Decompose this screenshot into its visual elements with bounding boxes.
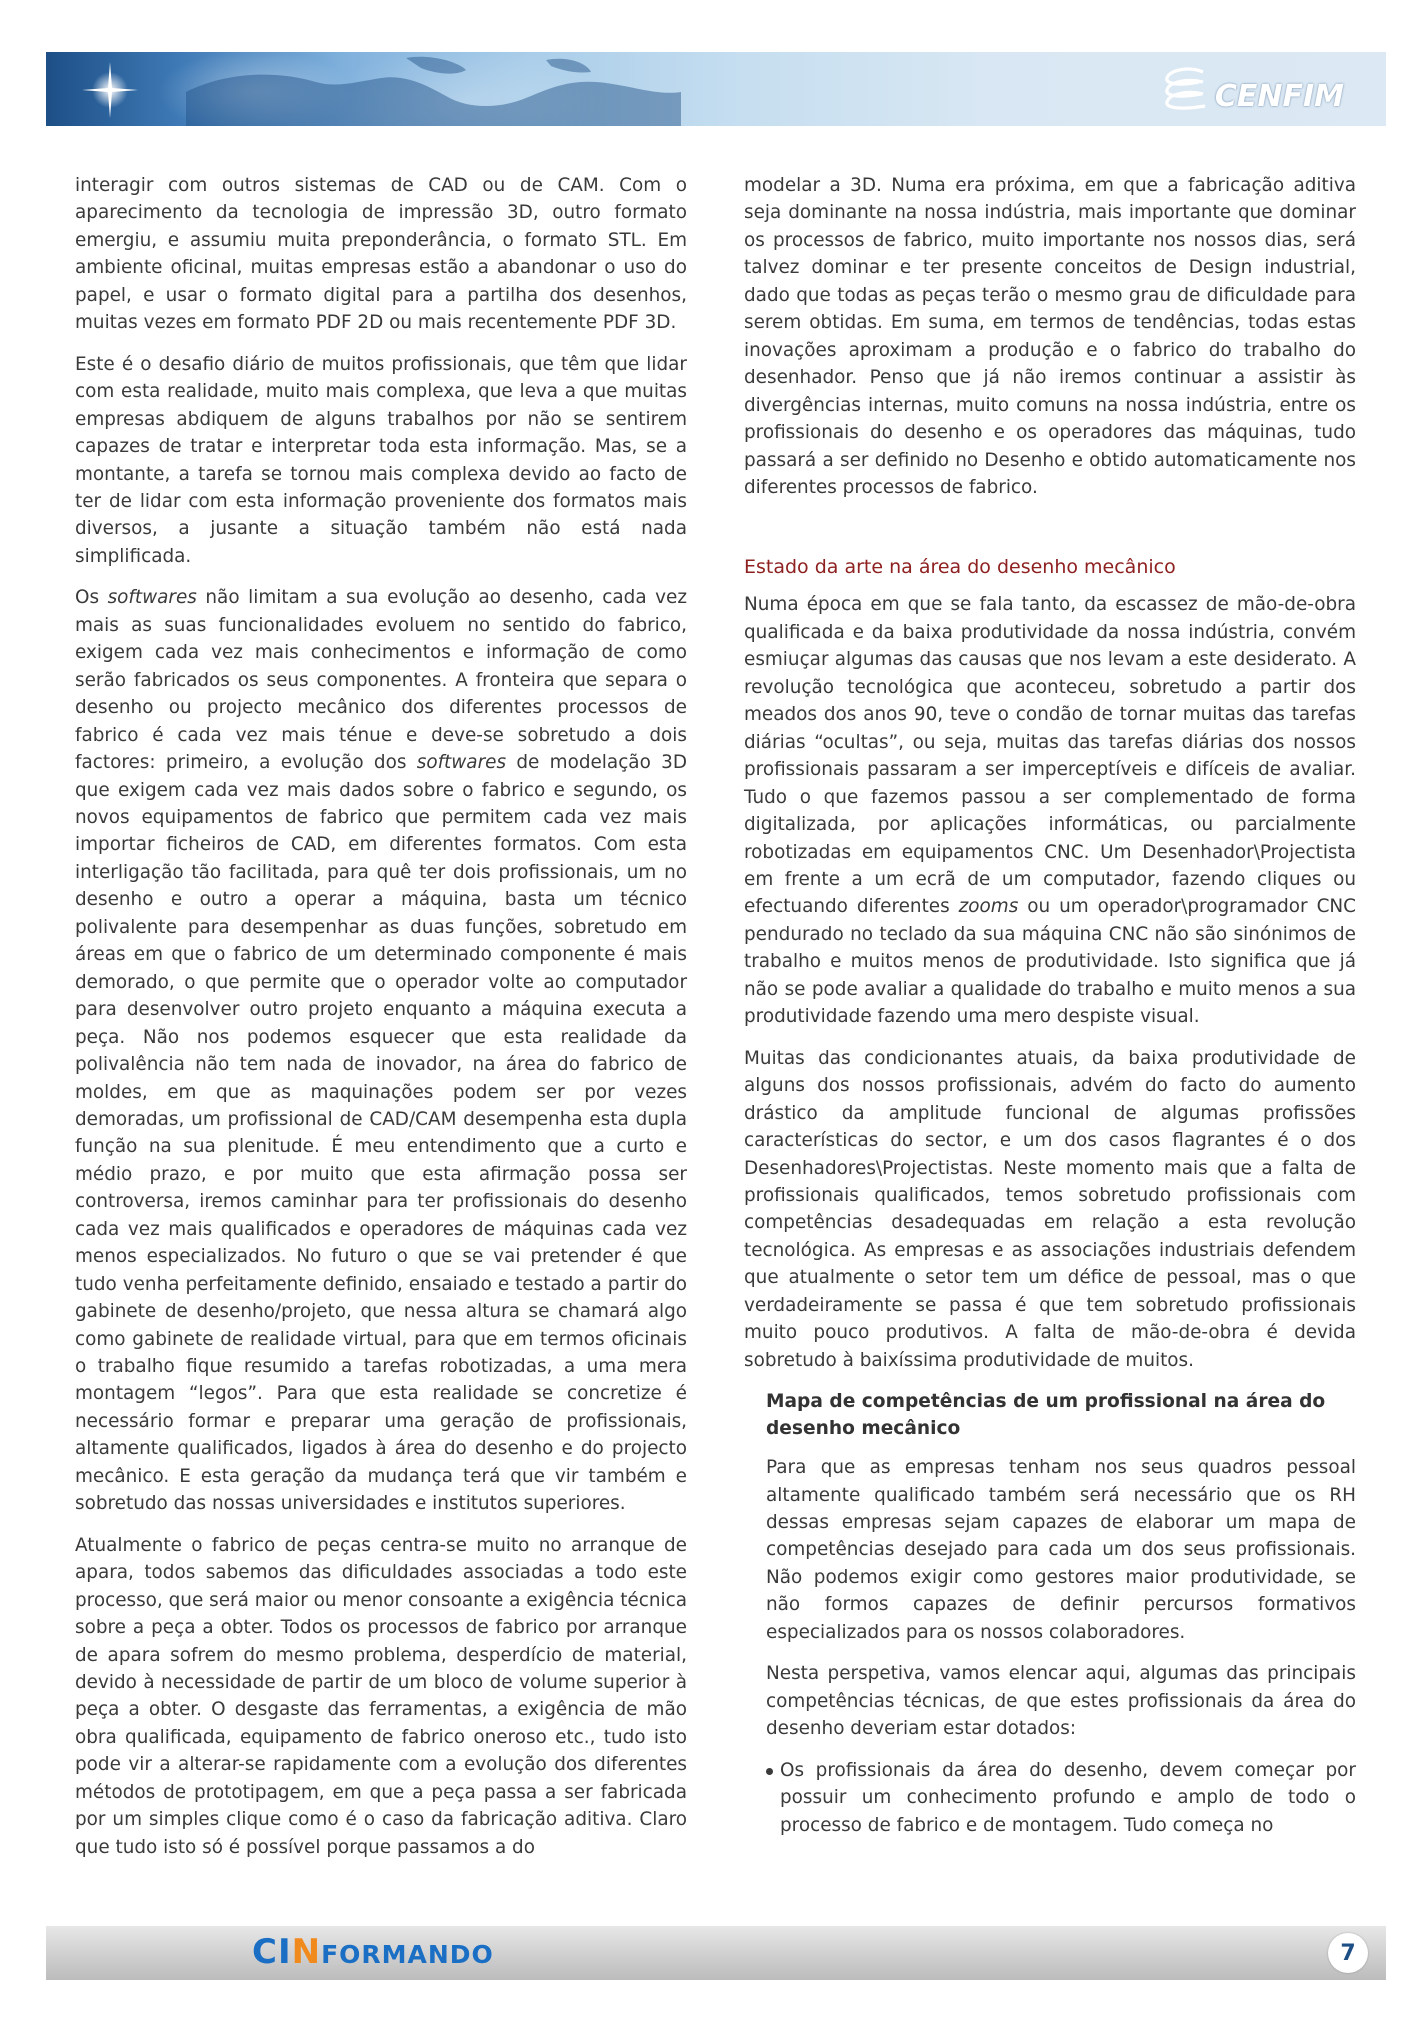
text-run: ou um operador\programador CNC pendurado no teclado da sua máquina CNC não são sinónimos de trabalho e muitos menos de produtividade. Isto significa que já não se pode avaliar a qualidade do trabalho e muito menos a sua produtividade fazendo uma mero despiste visual.: [744, 896, 1357, 1028]
logo-rest: FORMANDO: [321, 1940, 494, 1969]
text-run: Os: [75, 587, 108, 609]
paragraph: [744, 591, 1356, 1030]
text-run: de modelação 3D que exigem cada vez mais dados sobre o fabrico e segundo, os novos equipamentos de fabrico que permitem cada vez mais importar ficheiros de CAD, em diferentes formatos. Com esta interligação tão facilitada, para quê ter dois profissionais, um no desenho e outro a operar a máquina, basta um técnico polivalente para desempenhar as duas funções, sobretudo em áreas em que o fabrico de um determinado componente é mais demorado, o que permite que o operador volte ao computador para desenvolver outro projeto enquanto a máquina executa a peça. Não nos podemos esquecer que esta realidade da polivalência não tem nada de inovador, na área do fabrico de moldes, em que as maquinações podem ser por vezes demoradas, um profissional de CAD/CAM desempenha esta dupla função na sua plenitude. É meu entendimento que a curto e médio prazo, e por muito que esta afirmação possa ser controversa, iremos caminhar para ter profissionais do desenho cada vez mais qualificados e operadores de máquinas cada vez menos especializados. No futuro o que se vai pretender é que tudo venha perfeitamente definido, ensaiado e testado a partir do gabinete de desenho/projeto, que nessa altura se chamará algo como gabinete de realidade virtual, para que em termos oficinais o trabalho fique resumido a tarefas robotizadas, a uma mera montagem “legos”. Para que esta realidade se concretize é necessário formar e preparar uma geração de profissionais, altamente qualificados, ligados à área do desenho e do projecto mecânico. E esta geração da mudança terá que vir também e sobretudo das nossas universidades e institutos superiores.: [75, 752, 688, 1515]
cenfim-emblem-icon: [1159, 64, 1223, 116]
paragraph: Atualmente o fabrico de peças centra-se muito no arranque de apara, todos sabemos das dificuldades associadas a todo este processo, que será maior ou menor consoante a exigência técnica sobre a peça a obter. Todos os processos de fabrico por arranque de apara sofrem do mesmo problema, desperdício de material, devido à necessidade de partir de um bloco de volume superior à peça a obter. O desgaste das ferramentas, a exigência de mão obra qualificada, equipamento de fabrico oneroso etc., tudo isto pode vir a alterar-se rapidamente com a evolução dos diferentes métodos de prototipagem, em que a peça passa a ser fabricada por um simples clique como é o caso da fabricação aditiva. Claro que tudo isto só é possível porque passamos a do: [75, 1534, 687, 1858]
emphasis-text: softwares: [107, 587, 197, 609]
bullet-icon: [766, 1768, 773, 1775]
paragraph: Este é o desafio diário de muitos profissionais, que têm que lidar com esta realidade, muito mais complexa, que leva a que muitas empresas abdiquem de alguns trabalhos por não se sentirem capazes de tratar e interpretar toda esta informação. Mas, se a montante, a tarefa se tornou mais complexa devido ao facto de ter de lidar com esta informação proveniente dos formatos mais diversos, a jusante a situação também não está nada simplificada.: [75, 353, 687, 567]
emphasis-text: softwares: [416, 752, 507, 774]
subsection-heading: Mapa de competências de um profissional na área do desenho mecânico: [766, 1391, 1326, 1440]
paragraph: Nesta perspetiva, vamos elencar aqui, algumas das principais competências técnicas, de que estes profissionais da área do desenho deveriam estar dotados:: [766, 1663, 1356, 1740]
page-number: 7: [1328, 1933, 1368, 1973]
cinformando-logo: [252, 1932, 494, 1976]
logo-ci: CI: [252, 1932, 292, 1972]
sparkle-icon: [80, 60, 140, 120]
paragraph: [75, 584, 687, 1517]
section-heading: Estado da arte na área do desenho mecânico: [744, 556, 1176, 579]
cenfim-logo: [1159, 60, 1344, 120]
right-column: [744, 172, 1356, 1853]
bullet-text: Os profissionais da área do desenho, devem começar por possuir um conhecimento profundo e amplo de todo o processo de fabrico e de montagem. Tudo começa no: [780, 1759, 1356, 1836]
footer-bar: [46, 1926, 1386, 1980]
paragraph: interagir com outros sistemas de CAD ou de CAM. Com o aparecimento da tecnologia de impressão 3D, outro formato emergiu, e assumiu muita preponderância, o formato STL. Em ambiente oficinal, muitas empresas estão a abandonar o uso do papel, e usar o formato digital para a partilha dos desenhos, muitas vezes em formato PDF 2D ou mais recentemente PDF 3D.: [75, 175, 687, 334]
text-run: não limitam a sua evolução ao desenho, cada vez mais as suas funcionalidades evoluem no sentido do fabrico, exigem cada vez mais conhecimentos e informação de como serão fabricados os seus componentes. A fronteira que separa o desenho ou projecto mecânico dos diferentes processos de fabrico é cada vez mais ténue e deve-se sobretudo a dois factores: primeiro, a evolução dos: [75, 587, 687, 774]
left-column: [75, 172, 687, 1875]
paragraph: Para que as empresas tenham nos seus quadros pessoal altamente qualificado também será necessário que os RH dessas empresas sejam capazes de elaborar um mapa de competências desejado para cada um dos seus profissionais. Não podemos exigir como gestores maior produtividade, se não formos capazes de definir percursos formativos especializados para os nossos colaboradores.: [766, 1457, 1356, 1643]
paragraph: modelar a 3D. Numa era próxima, em que a fabricação aditiva seja dominante na nossa indústria, mais importante que dominar os processos de fabrico, muito importante nos nossos dias, será talvez dominar e ter presente conceitos de Design industrial, dado que todas as peças terão o mesmo grau de dificuldade para serem obtidas. Em suma, em termos de tendências, todas estas inovações aproximam a produção e o fabrico do trabalho do desenhador. Penso que já não iremos continuar a assistir às divergências internas, muito comuns na nossa indústria, entre os profissionais do desenho e os operadores das máquinas, tudo passará a ser definido no Desenho e obtido automaticamente nos diferentes processos de fabrico.: [744, 175, 1356, 498]
text-run: Numa época em que se fala tanto, da escassez de mão-de-obra qualificada e da baixa produtividade da nossa indústria, convém esmiuçar algumas das causas que nos levam a este desiderato. A revolução tecnológica que aconteceu, sobretudo a partir dos meados dos anos 90, teve o condão de tornar muitas das tarefas diárias “ocultas”, ou seja, muitas das tarefas diárias dos nossos profissionais passaram a ser imperceptíveis e difíceis de avaliar. Tudo o que fazemos passou a ser complementado de forma digitalizada, por aplicações informáticas, ou parcialmente robotizadas em equipamentos CNC. Um Desenhador\Projectista em frente a um ecrã de um computador, fazendo cliques ou efectuando diferentes: [744, 594, 1356, 918]
world-map-graphic: [166, 52, 686, 126]
emphasis-text: zooms: [958, 896, 1019, 918]
brand-name: CENFIM: [1214, 78, 1344, 114]
bullet-item: [766, 1757, 1356, 1839]
paragraph: Muitas das condicionantes atuais, da baixa produtividade de alguns dos nossos profissionais, advém do facto do aumento drástico da amplitude funcional de algumas profissões características do sector, e um dos casos flagrantes é o dos Desenhadores\Projectistas. Neste momento mais que a falta de profissionais qualificados, temos sobretudo profissionais com competências desadequadas em relação a esta revolução tecnológica. As empresas e as associações industriais defendem que atualmente o setor tem um défice de pessoal, mas o que verdadeiramente se passa é que tem sobretudo profissionais muito pouco produtivos. A falta de mão-de-obra é devida sobretudo à baixíssima produtividade de muitos.: [744, 1047, 1356, 1371]
header-banner: [46, 52, 1386, 126]
logo-n: N: [291, 1932, 322, 1972]
subsection: [766, 1388, 1356, 1839]
